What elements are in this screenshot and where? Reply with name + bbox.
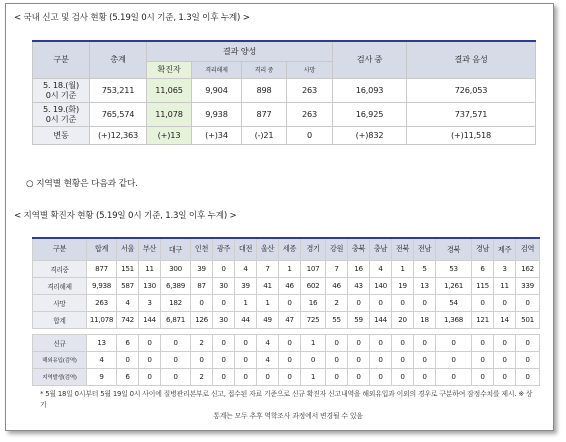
table-cell: 300 — [161, 260, 191, 277]
column-header: 강원 — [326, 238, 348, 260]
table-cell: 0 — [436, 368, 472, 385]
domestic-status-title: < 국내 신고 및 검사 현황 (5.19일 0시 기준, 1.3일 이후 누계) > — [14, 13, 250, 23]
table-cell: 725 — [301, 311, 326, 328]
header-positive-group: 결과 양성 — [147, 41, 333, 61]
table-row — [33, 351, 540, 368]
column-header: 부산 — [139, 238, 161, 260]
table-cell: 19 — [392, 277, 414, 294]
table-cell: 6,389 — [161, 277, 191, 294]
table-cell: 18 — [414, 311, 436, 328]
table-cell: 501 — [516, 311, 540, 328]
negative-cell: 726,053 — [407, 78, 536, 102]
isolating-cell: 877 — [242, 102, 287, 126]
table-cell: 0 — [348, 368, 370, 385]
table-cell: 0 — [414, 294, 436, 311]
table-cell: 0 — [494, 294, 516, 311]
table-cell: 53 — [436, 260, 472, 277]
row-label: 격리중 — [33, 260, 87, 277]
regional-intro-text: ○ 지역별 현황은 다음과 같다. — [26, 179, 138, 189]
table-cell: 0 — [494, 368, 516, 385]
table-cell: 0 — [235, 334, 257, 351]
table-cell: 1,368 — [436, 311, 472, 328]
column-header: 세종 — [279, 238, 301, 260]
table-cell: 0 — [326, 334, 348, 351]
table-cell: 0 — [213, 351, 235, 368]
table-cell: 2 — [326, 294, 348, 311]
testing-cell: (+)832 — [333, 126, 407, 144]
footnote — [40, 389, 536, 422]
confirmed-cell: 11,065 — [147, 78, 192, 102]
header-isolating: 격리 중 — [242, 61, 287, 78]
table-cell: 55 — [326, 311, 348, 328]
table-row — [33, 311, 540, 328]
row-label: 지역발생(검역) — [33, 368, 87, 385]
table-cell: 0 — [191, 351, 213, 368]
table-cell: 16 — [348, 260, 370, 277]
table-cell: 13 — [87, 334, 117, 351]
table-cell: 0 — [516, 368, 540, 385]
table-cell: 39 — [235, 277, 257, 294]
row-label: 합계 — [33, 311, 87, 328]
table-cell: 263 — [87, 294, 117, 311]
total-cell: 765,574 — [90, 102, 147, 126]
table-cell: 742 — [117, 311, 139, 328]
row-label: 사망 — [33, 294, 87, 311]
table-cell: 0 — [494, 351, 516, 368]
column-header: 경북 — [436, 238, 472, 260]
row-label: 5. 18.(월) 0시 기준 — [33, 78, 90, 102]
table-cell: 0 — [257, 368, 279, 385]
column-header: 대구 — [161, 238, 191, 260]
table-cell: 0 — [235, 368, 257, 385]
table-cell: 13 — [414, 277, 436, 294]
table-cell: 7 — [257, 260, 279, 277]
table-cell: 0 — [326, 351, 348, 368]
column-header-category: 구분 — [33, 238, 87, 260]
column-header: 충북 — [348, 238, 370, 260]
table-cell: 0 — [279, 334, 301, 351]
table-cell: 0 — [436, 351, 472, 368]
column-header: 경남 — [472, 238, 494, 260]
table-cell: 0 — [516, 294, 540, 311]
table-cell: 0 — [139, 351, 161, 368]
testing-cell: 16,925 — [333, 102, 407, 126]
table-cell: 6,871 — [161, 311, 191, 328]
table-cell: 0 — [348, 334, 370, 351]
table-cell: 0 — [279, 294, 301, 311]
table-cell: 2 — [191, 368, 213, 385]
footnote-line1: * 5월 18일 0시부터 5월 19일 0시 사이에 질병관리본부로 신고, 접수된 자료 기준으로 신규 확진자 신고내역을 해외유입과 이외의 경우로 구분하여 잠정수치를 제시. ※ 상기 — [40, 390, 533, 409]
column-header: 울산 — [257, 238, 279, 260]
header-confirmed: 확진자 — [147, 61, 192, 78]
table-cell: 0 — [516, 351, 540, 368]
table-cell: 877 — [87, 260, 117, 277]
table-cell: 0 — [161, 334, 191, 351]
column-header: 경기 — [301, 238, 326, 260]
column-header: 서울 — [117, 238, 139, 260]
column-header: 제주 — [494, 238, 516, 260]
table-cell: 44 — [235, 311, 257, 328]
table-cell: 130 — [139, 277, 161, 294]
table-cell: 0 — [213, 368, 235, 385]
table-cell: 4 — [257, 351, 279, 368]
table-cell: 0 — [414, 351, 436, 368]
table-cell: 0 — [414, 368, 436, 385]
table-cell: 4 — [235, 260, 257, 277]
regional-status-table — [32, 237, 540, 386]
released-cell: 9,904 — [192, 78, 242, 102]
table-cell: 6 — [472, 260, 494, 277]
column-header: 검역 — [516, 238, 540, 260]
table-cell: 140 — [370, 277, 392, 294]
column-header: 전북 — [392, 238, 414, 260]
table-cell: 11 — [139, 260, 161, 277]
column-header: 인천 — [191, 238, 213, 260]
table-row — [33, 334, 540, 351]
table-cell: 9,938 — [87, 277, 117, 294]
table-cell: 107 — [301, 260, 326, 277]
row-label: 5. 19.(화) 0시 기준 — [33, 102, 90, 126]
table-cell: 0 — [213, 260, 235, 277]
confirmed-cell: 11,078 — [147, 102, 192, 126]
header-total: 총계 — [90, 41, 147, 78]
table-cell: 87 — [191, 277, 213, 294]
row-label: 격리해제 — [33, 277, 87, 294]
table-cell: 59 — [348, 311, 370, 328]
table-cell: 0 — [191, 294, 213, 311]
regional-status-title: < 지역별 확진자 현황 (5.19일 0시 기준, 1.3일 이후 누계) > — [14, 211, 237, 221]
testing-cell: 16,093 — [333, 78, 407, 102]
table-cell: 1 — [257, 294, 279, 311]
table-cell: 1 — [235, 294, 257, 311]
table-cell: 46 — [279, 277, 301, 294]
deaths-cell: 263 — [287, 102, 333, 126]
total-cell: 753,211 — [90, 78, 147, 102]
header-released: 격리해제 — [192, 61, 242, 78]
table-cell: 0 — [213, 294, 235, 311]
table-cell: 0 — [279, 351, 301, 368]
column-header: 광주 — [213, 238, 235, 260]
footnote-line2: 통계는 모두 추후 역학조사 과정에서 변경될 수 있음 — [213, 412, 363, 420]
table-cell: 162 — [516, 260, 540, 277]
table-cell: 121 — [472, 311, 494, 328]
table-cell: 0 — [139, 368, 161, 385]
column-header: 전남 — [414, 238, 436, 260]
table-cell: 5 — [414, 260, 436, 277]
table-cell: 0 — [392, 294, 414, 311]
released-cell: (+)34 — [192, 126, 242, 144]
table-cell: 0 — [472, 368, 494, 385]
table-cell: 0 — [348, 294, 370, 311]
table-cell: 0 — [414, 334, 436, 351]
isolating-cell: 898 — [242, 78, 287, 102]
table-cell: 54 — [436, 294, 472, 311]
table-cell: 1 — [279, 260, 301, 277]
table-cell: 6 — [117, 334, 139, 351]
header-category: 구분 — [33, 41, 90, 78]
table-cell: 0 — [370, 368, 392, 385]
table-cell: 1 — [301, 368, 326, 385]
column-header: 대전 — [235, 238, 257, 260]
table-cell: 46 — [326, 277, 348, 294]
table-cell: 2 — [191, 334, 213, 351]
deaths-cell: 0 — [287, 126, 333, 144]
table-cell: 602 — [301, 277, 326, 294]
table-cell: 11,078 — [87, 311, 117, 328]
table-cell: 151 — [117, 260, 139, 277]
table-cell: 0 — [370, 294, 392, 311]
table-row — [33, 102, 536, 126]
table-cell: 41 — [257, 277, 279, 294]
column-header: 충남 — [370, 238, 392, 260]
table-cell: 0 — [516, 334, 540, 351]
table-cell: 4 — [370, 260, 392, 277]
negative-cell: (+)11,518 — [407, 126, 536, 144]
table-cell: 47 — [279, 311, 301, 328]
table-cell: 6 — [117, 368, 139, 385]
row-label: 해외유입(검역) — [33, 351, 87, 368]
table-cell: 0 — [326, 368, 348, 385]
table-cell: 0 — [139, 334, 161, 351]
table-cell: 126 — [191, 311, 213, 328]
table-cell: 30 — [213, 277, 235, 294]
table-cell: 144 — [139, 311, 161, 328]
table-row — [33, 126, 536, 144]
row-label: 변동 — [33, 126, 90, 144]
table-cell: 587 — [117, 277, 139, 294]
table-cell: 0 — [301, 351, 326, 368]
table-cell: 0 — [213, 334, 235, 351]
table-cell: 4 — [117, 294, 139, 311]
column-header: 합계 — [87, 238, 117, 260]
table-cell: 9 — [87, 368, 117, 385]
header-negative: 결과 음성 — [407, 41, 536, 78]
table-cell: 0 — [235, 351, 257, 368]
table-cell: 0 — [472, 334, 494, 351]
table-cell: 0 — [472, 294, 494, 311]
table-cell: 1 — [301, 334, 326, 351]
table-row — [33, 277, 540, 294]
table-cell: 4 — [87, 351, 117, 368]
table-cell: 0 — [117, 351, 139, 368]
released-cell: 9,938 — [192, 102, 242, 126]
table-cell: 3 — [139, 294, 161, 311]
table-cell: 0 — [494, 334, 516, 351]
table-cell: 43 — [348, 277, 370, 294]
table-cell: 49 — [257, 311, 279, 328]
domestic-status-table — [32, 40, 536, 145]
table-cell: 339 — [516, 277, 540, 294]
table-cell: 0 — [161, 368, 191, 385]
table-cell: 0 — [472, 351, 494, 368]
header-deaths: 사망 — [287, 61, 333, 78]
table-cell: 115 — [472, 277, 494, 294]
isolating-cell: (-)21 — [242, 126, 287, 144]
row-label: 신규 — [33, 334, 87, 351]
table-cell: 4 — [257, 334, 279, 351]
table-cell: 1 — [392, 260, 414, 277]
table-cell: 0 — [161, 351, 191, 368]
table-cell: 30 — [213, 311, 235, 328]
table-cell: 0 — [392, 351, 414, 368]
table-cell: 0 — [370, 351, 392, 368]
table-cell: 39 — [191, 260, 213, 277]
confirmed-cell: (+)13 — [147, 126, 192, 144]
table-cell: 14 — [494, 311, 516, 328]
header-testing: 검사 중 — [333, 41, 407, 78]
table-cell: 7 — [326, 260, 348, 277]
table-cell: 11 — [494, 277, 516, 294]
table-cell: 0 — [348, 351, 370, 368]
table-cell: 144 — [370, 311, 392, 328]
table-cell: 0 — [392, 368, 414, 385]
table-cell: 16 — [301, 294, 326, 311]
table-cell: 3 — [494, 260, 516, 277]
table-row — [33, 294, 540, 311]
table-cell: 0 — [392, 334, 414, 351]
table-row — [33, 368, 540, 385]
total-cell: (+)12,363 — [90, 126, 147, 144]
table-row — [33, 260, 540, 277]
deaths-cell: 263 — [287, 78, 333, 102]
table-cell: 0 — [436, 334, 472, 351]
table-cell: 0 — [279, 368, 301, 385]
table-cell: 182 — [161, 294, 191, 311]
negative-cell: 737,571 — [407, 102, 536, 126]
table-cell: 20 — [392, 311, 414, 328]
table-cell: 0 — [370, 334, 392, 351]
table-cell: 1,261 — [436, 277, 472, 294]
table-row — [33, 78, 536, 102]
